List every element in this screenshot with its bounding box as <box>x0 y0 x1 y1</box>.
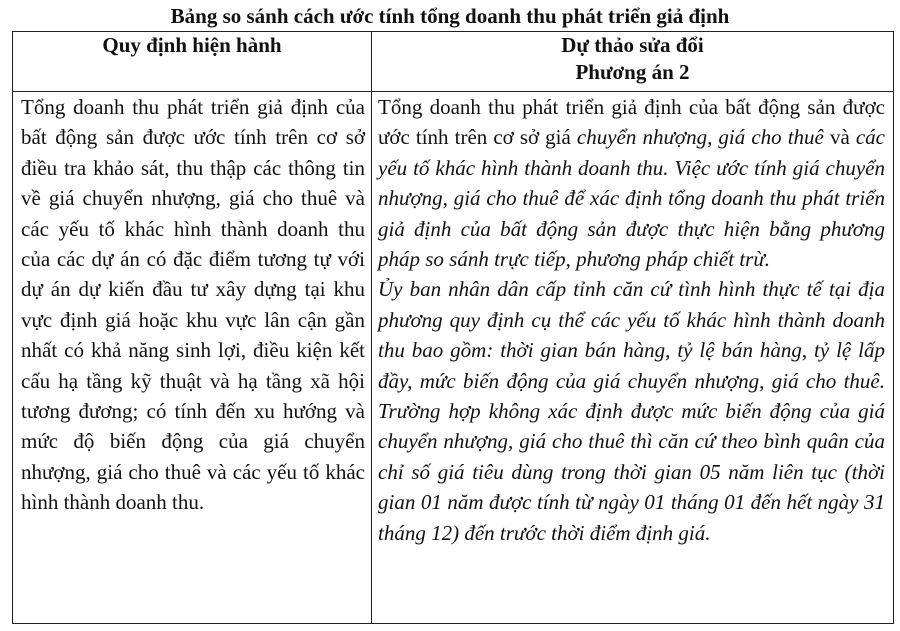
header-draft-amendment <box>372 32 894 92</box>
page-title: Bảng so sánh cách ước tính tổng doanh thu phát triển giả định <box>170 4 730 28</box>
header-draft-label: Dự thảo sửa đổi <box>561 33 704 57</box>
draft-text-segment-1: Tổng doanh thu phát triển giả định của bất động sản được ước tính trên cơ sở giá <box>378 95 885 150</box>
table-header-row <box>13 32 894 92</box>
current-regulation-text <box>13 92 372 624</box>
header-current-regulation-label: Quy định hiện hành <box>102 33 282 57</box>
table-body-row <box>13 92 894 624</box>
header-current-regulation <box>13 32 372 92</box>
draft-text-segment-4: các yếu tố khác hình thành doanh thu. Việc ước tính giá chuyển nhượng, giá cho thuê để xác định tổng doanh thu phát triển giả định của bất động sản được thực hiện bằng phương pháp so sánh trực tiếp, phương pháp chiết trừ. <box>378 125 885 272</box>
draft-amendment-text <box>372 92 894 624</box>
current-regulation-paragraph: Tổng doanh thu phát triển giả định của bất động sản được ước tính trên cơ sở điều tra khảo sát, thu thập các thông tin về giá chuyển nhượng, giá cho thuê và các yếu tố khác hình thành doanh thu của các dự án có đặc điểm tương tự với dự án dự kiến đầu tư xây dựng tại khu vực định giá hoặc khu vực lân cận gần nhất có khả năng sinh lợi, điều kiện kết cấu hạ tầng kỹ thuật và hạ tầng xã hội tương đương; có tính đến xu hướng và mức độ biến động của giá chuyển nhượng, giá cho thuê và các yếu tố khác hình thành doanh thu. <box>21 95 365 515</box>
comparison-table <box>12 31 894 624</box>
draft-paragraph-2: Ủy ban nhân dân cấp tỉnh căn cứ tình hình thực tế tại địa phương quy định cụ thể các yếu tố khác hình thành doanh thu bao gồm: thời gian bán hàng, tỷ lệ bán hàng, tỷ lệ lấp đầy, mức biến động của giá chuyển nhượng, giá cho thuê. Trường hợp không xác định được mức biến động của giá chuyển nhượng, giá cho thuê thì căn cứ theo bình quân của chỉ số giá tiêu dùng trong thời gian 05 năm liên tục (thời gian 01 năm được tính từ ngày 01 tháng 01 đến hết ngày 31 tháng 12) đến trước thời điểm định giá. <box>378 277 885 545</box>
header-option-label: Phương án 2 <box>575 60 690 84</box>
draft-text-segment-2: chuyển nhượng, giá cho thuê <box>576 125 824 150</box>
draft-paragraph-1 <box>378 92 885 274</box>
draft-text-segment-3: và <box>823 125 856 150</box>
